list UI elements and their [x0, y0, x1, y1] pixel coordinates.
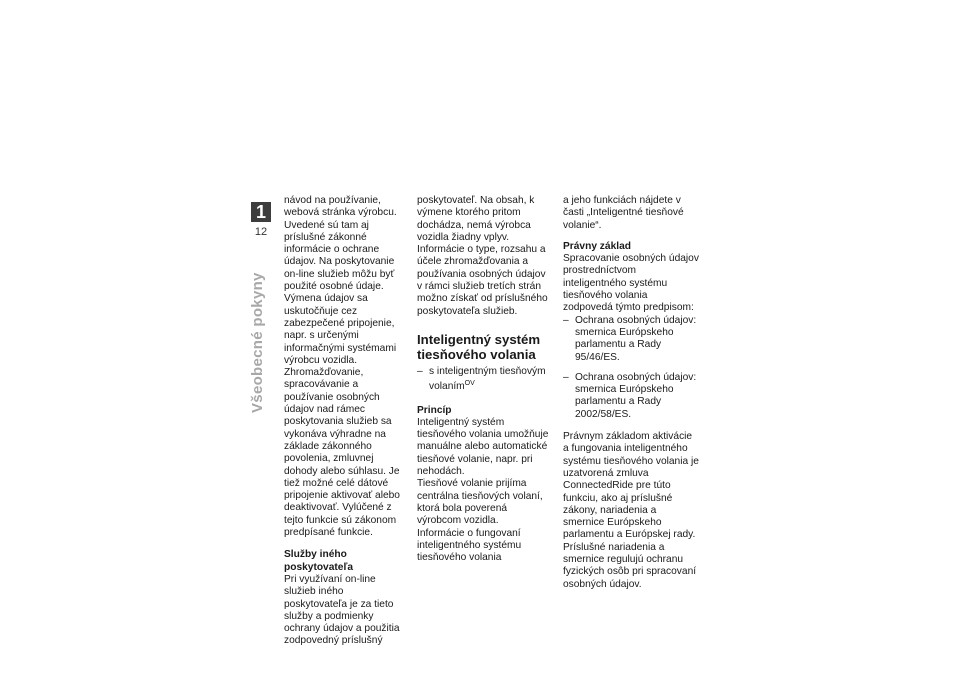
chapter-side-title: Všeobecné pokyny: [249, 272, 266, 413]
list-item: [563, 315, 699, 364]
dash-bullet: –: [417, 365, 423, 377]
text-column-3: [563, 195, 699, 591]
page-number: 12: [254, 226, 268, 238]
list-item-text: Ochrana osobných údajov: smernica Európskeho parlamentu a Rady 95/46/ES.: [575, 314, 697, 363]
text-column-2: [417, 195, 551, 564]
list-item: [563, 372, 699, 421]
paragraph-call-center: Tiesňové volanie prijíma centrálna tiesňových volaní, ktorá bola poverená výrobcom vozidla.: [417, 478, 543, 527]
heading-legal-basis: Právny základ: [563, 240, 631, 252]
paragraph-legal-intro: Spracovanie osobných údajov prostredníctvom inteligentného systému tiesňového volania zodpovedá týmto predpisom:: [563, 253, 699, 314]
chapter-number-badge: 1: [251, 202, 271, 222]
heading-third-party-services: Služby iného poskytovateľa: [284, 549, 354, 573]
paragraph-data-intro: návod na používanie, webová stránka výrobcu. Uvedené sú tam aj príslušné zákonné informácie o ochrane údajov. Na poskytovanie on-line služieb môžu byť použité osobné údaje. Výmena údajov sa uskutočňuje cez zabezpečené pripojenie, napr. s určenými informačnými systémami výrobcu vozidla.: [284, 195, 397, 366]
option-superscript: OV: [464, 380, 475, 388]
dash-bullet: –: [563, 371, 569, 383]
list-item: [417, 366, 551, 394]
paragraph-function-reference: a jeho funkciách nájdete v časti „Inteligentné tiesňové volanie“.: [563, 195, 684, 231]
list-item-text: s inteligentným tiesňovým volaním: [429, 365, 546, 393]
section-title-emergency-call: Inteligentný systém tiesňového volania: [417, 331, 541, 362]
paragraph-third-party: Pri využívaní on-line služieb iného poskytovateľa je za tieto služby a podmienky ochrany údajov a použitia zodpovedný príslušný: [284, 573, 400, 647]
regulations-list: [563, 315, 699, 421]
paragraph-legal-basis: Právnym základom aktivácie a fungovania inteligentného systému tiesňového volania je uzatvorená zmluva ConnectedRide pre túto funkciu, ako aj príslušné zákony, nariadenia a smernice Európskeho parlamentu a Európskej rady.: [563, 431, 699, 541]
paragraph-third-party-continued: poskytovateľ. Na obsah, k výmene ktorého pritom dochádza, nemá výrobca vozidla žiadny vplyv. Informácie o type, rozsahu a účele zhromažďovania a používania osobných údajov v rámci služieb tretích strán možno získať od príslušného poskytovateľa služieb.: [417, 195, 548, 317]
list-item-text: Ochrana osobných údajov: smernica Európskeho parlamentu a Rady 2002/58/ES.: [575, 371, 697, 420]
paragraph-principle: Inteligentný systém tiesňového volania umožňuje manuálne alebo automatické tiesňové volanie, napr. pri nehodách.: [417, 416, 549, 478]
equipment-list: [417, 366, 551, 394]
dash-bullet: –: [563, 314, 569, 326]
paragraph-data-processing: Zhromažďovanie, spracovávanie a používanie osobných údajov nad rámec poskytovania služieb sa vykonáva výhradne na základe zákonného povolenia, zmluvnej dohody alebo súhlasu. Je tiež možné celé dátové pripojenie aktivovať alebo deaktivovať. Vylúčené z tejto funkcie sú zákonom predpísané funkcie.: [284, 367, 400, 539]
paragraph-regulations: Príslušné nariadenia a smernice regulujú ochranu fyzických osôb pri spracovaní osobných údajov.: [563, 541, 697, 590]
paragraph-function-info: Informácie o fungovaní inteligentného systému tiesňového volania: [417, 527, 522, 564]
text-column-1: [284, 195, 409, 648]
heading-principle: Princíp: [417, 404, 452, 416]
